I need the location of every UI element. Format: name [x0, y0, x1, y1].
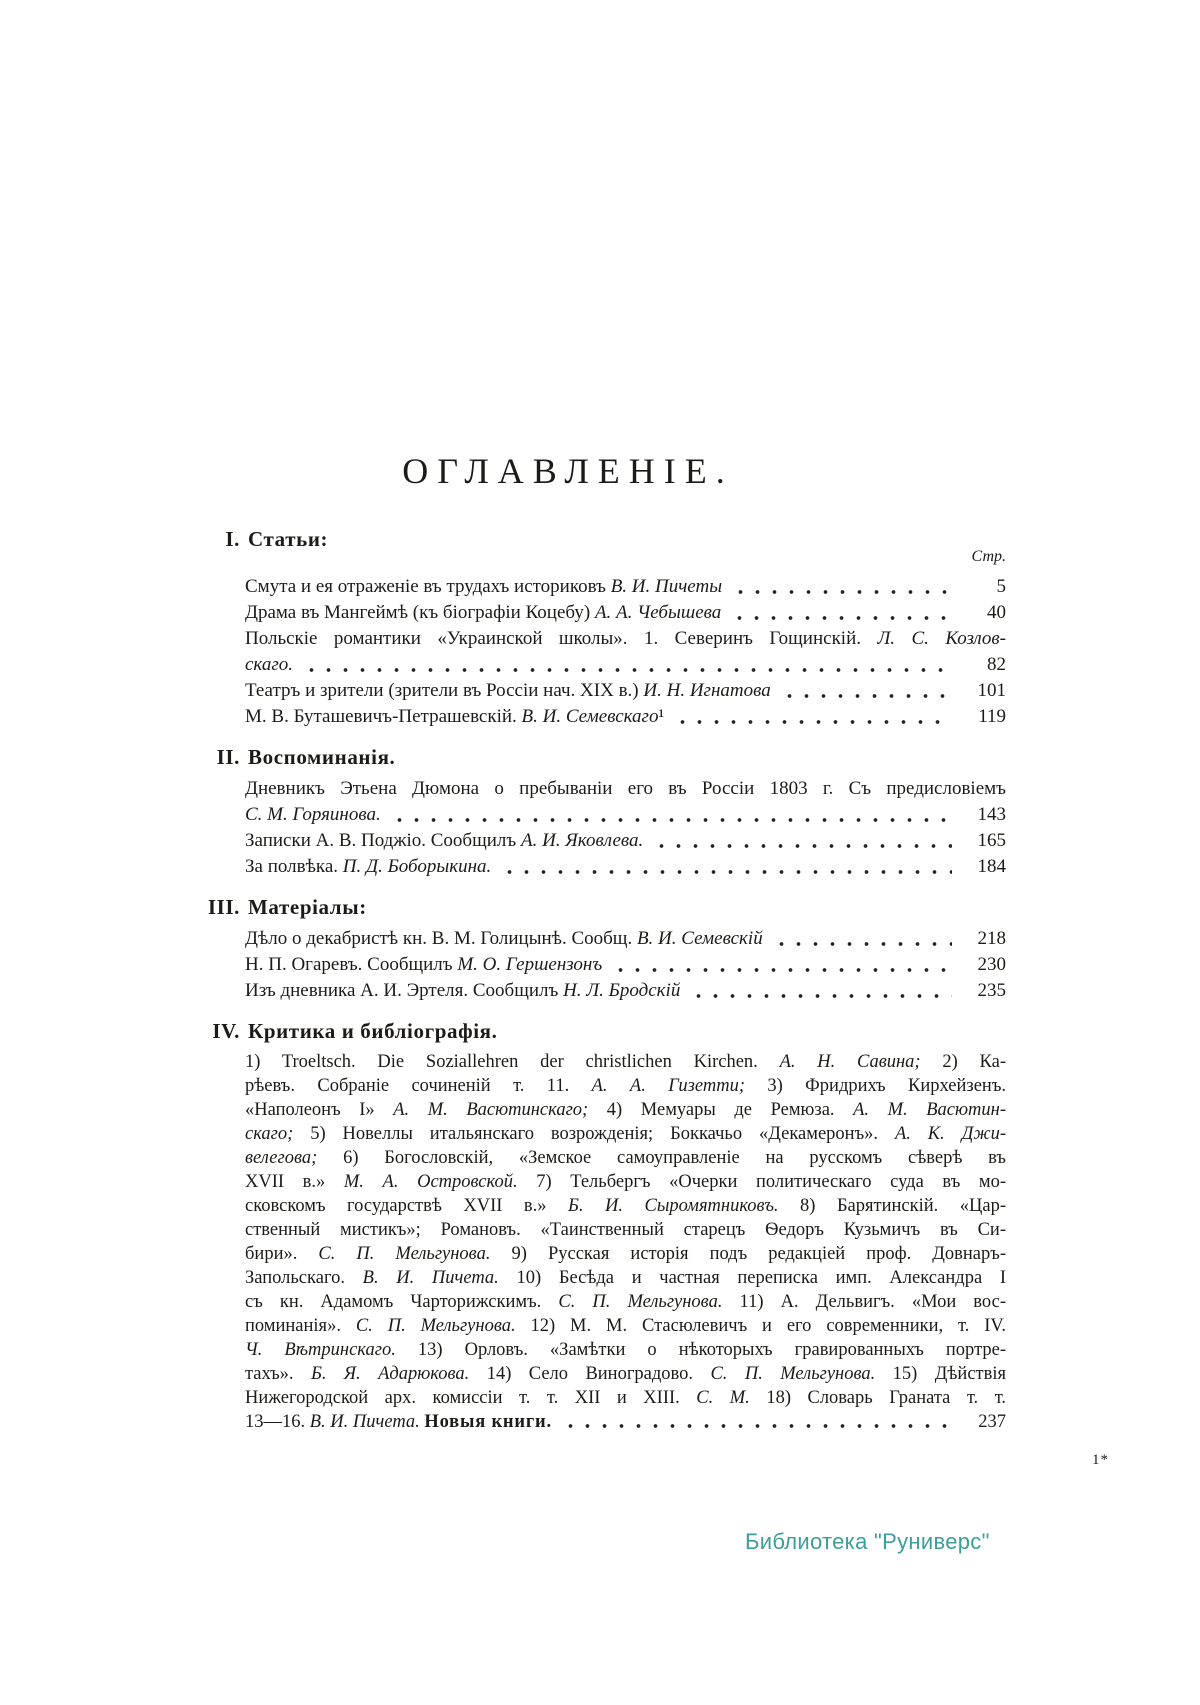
text-run: 12) М. М. Стасюлевичъ и его современники, т. IV. — [515, 1316, 1006, 1336]
text-run: велегова; — [245, 1148, 318, 1168]
toc-line — [245, 1122, 1006, 1146]
text-run: В. И. Пичета. — [309, 1412, 420, 1432]
text-run: М. О. Гершензонъ — [457, 954, 603, 975]
text-run: Записки А. В. Поджіо. Сообщилъ — [245, 830, 521, 851]
toc-page-number: 237 — [978, 1412, 1006, 1432]
toc-page-number: 165 — [977, 830, 1006, 851]
text-run: поминанія». — [245, 1316, 356, 1336]
text-run: Драма въ Мангеймѣ (къ біографіи Коцебу) — [245, 602, 595, 623]
toc-sections — [200, 526, 1006, 1434]
toc-page-number: 82 — [987, 654, 1006, 675]
toc-line — [245, 1170, 1006, 1194]
text-run: М. В. Буташевичъ-Петрашевскій. — [245, 706, 522, 727]
text-run: В. И. Семевскаго — [521, 706, 659, 727]
section-title: Воспоминанія. — [248, 745, 396, 769]
toc-line-text — [245, 926, 763, 952]
toc-line-text — [245, 952, 602, 978]
text-run: Дѣло о декабристѣ кн. В. М. Голицынѣ. Сообщ. — [245, 928, 637, 949]
toc-line — [245, 1362, 1006, 1386]
text-run: В. И. Пичета. — [362, 1268, 499, 1288]
toc-page-number: 143 — [977, 804, 1006, 825]
text-run: 8) Барятинскій. «Цар- — [778, 1196, 1006, 1216]
text-run: А. И. Яковлева. — [520, 830, 644, 851]
toc-line — [245, 1194, 1006, 1218]
toc-line-text — [245, 802, 381, 828]
section-heading — [200, 744, 1006, 770]
toc-line — [245, 574, 1006, 600]
text-run: С. М. Горяинова. — [245, 804, 381, 825]
toc-line — [245, 1338, 1006, 1362]
toc-line — [245, 926, 1006, 952]
section-title: Критика и библіографія. — [248, 1019, 498, 1043]
dot-leader — [773, 938, 952, 948]
toc-page-number: 230 — [977, 954, 1006, 975]
text-run: Н. Л. Бродскій — [563, 980, 681, 1001]
dot-leader — [690, 990, 952, 1000]
text-run: 14) Село Виноградово. — [469, 1364, 711, 1384]
text-run: рѣевъ. Собраніе сочиненій т. 11. — [245, 1076, 592, 1096]
toc-line — [245, 1098, 1006, 1122]
toc-line — [245, 1242, 1006, 1266]
text-run: 7) Тельбергъ «Очерки политическаго суда въ мо- — [517, 1172, 1006, 1192]
toc-line — [245, 704, 1006, 730]
section-number: I. — [225, 527, 240, 551]
text-run: Б. Я. Адарюкова. — [310, 1364, 470, 1384]
text-run: 10) Бесѣда и частная переписка имп. Александра I — [498, 1268, 1007, 1288]
toc-line — [245, 952, 1006, 978]
dot-leader — [674, 716, 952, 726]
text-run: бири». — [245, 1244, 319, 1264]
text-run: 18) Словарь Граната т. т. — [749, 1388, 1007, 1408]
toc-line — [245, 600, 1006, 626]
text-run: скаго. — [245, 654, 294, 675]
toc-line — [245, 776, 1006, 802]
text-run: В. И. Пичеты — [610, 576, 723, 597]
dot-leader — [391, 814, 952, 824]
text-run: 11) А. Дельвигъ. «Мои вос- — [722, 1292, 1006, 1312]
toc-line-text — [245, 574, 722, 600]
dot-leader — [303, 664, 952, 674]
text-run: С. П. Мельгунова. — [318, 1244, 491, 1264]
text-run: 13—16. — [245, 1412, 310, 1432]
text-run: 2) Ка- — [920, 1052, 1006, 1072]
section-lines — [245, 926, 1006, 1004]
section-number: II. — [216, 745, 240, 769]
section-number: IV. — [212, 1019, 240, 1043]
toc-line-text — [245, 854, 491, 880]
toc-line-text — [245, 678, 771, 704]
text-run: Б. И. Сыромятниковъ. — [568, 1196, 779, 1216]
section-lines — [245, 776, 1006, 880]
text-run: В. И. Семевскій — [636, 928, 763, 949]
text-run: 13) Орловъ. «Замѣтки о нѣкоторыхъ гравированныхъ портре- — [395, 1340, 1006, 1360]
toc-page-number: 40 — [987, 602, 1006, 623]
page-title: ОГЛАВЛЕНІЕ. — [402, 451, 734, 491]
toc-line — [245, 1386, 1006, 1410]
text-run: скаго; — [245, 1124, 294, 1144]
text-run: С. М. — [696, 1388, 750, 1408]
signature-mark: 1* — [1092, 1452, 1109, 1468]
text-run: Нижегородской арх. комиссіи т. т. XII и XIII. — [245, 1388, 697, 1408]
toc-line — [245, 828, 1006, 854]
text-run: 15) Дѣйствія — [875, 1364, 1007, 1384]
toc-line-text — [245, 828, 643, 854]
dot-leader — [732, 586, 952, 596]
toc-line — [245, 1266, 1006, 1290]
text-run: 9) Русская исторія подъ редакціей проф. Довнаръ- — [490, 1244, 1006, 1264]
text-run: За полвѣка. — [245, 856, 343, 877]
text-run: А. М. Васютин- — [853, 1100, 1006, 1120]
toc-line — [245, 1074, 1006, 1098]
text-run: А. А. Чебышева — [594, 602, 722, 623]
text-run: С. П. Мельгунова. — [710, 1364, 876, 1384]
dot-leader — [501, 866, 952, 876]
text-run: ¹ — [658, 706, 665, 727]
section-title: Матеріалы: — [248, 895, 367, 919]
toc-line — [245, 1290, 1006, 1314]
text-run: «Наполеонъ I» — [245, 1100, 394, 1120]
dot-leader — [781, 690, 952, 700]
toc-line — [245, 678, 1006, 704]
text-run: сковскомъ государствѣ XVII в.» — [245, 1196, 568, 1216]
section-title: Статьи: — [248, 527, 329, 551]
text-run: Изъ дневника А. И. Эртеля. Сообщилъ — [245, 980, 564, 1001]
toc-line — [245, 802, 1006, 828]
toc-page-number: 119 — [978, 706, 1006, 727]
text-run: Н. П. Огаревъ. Сообщилъ — [245, 954, 458, 975]
toc-content — [200, 440, 1006, 1434]
toc-line — [245, 1050, 1006, 1074]
toc-line-text — [245, 1410, 552, 1434]
text-run: тахъ». — [245, 1364, 311, 1384]
text-run: Смута и ея отраженіе въ трудахъ историковъ — [245, 576, 611, 597]
text-run: Ч. Вѣтринскаго. — [245, 1340, 396, 1360]
toc-page-number: 184 — [977, 856, 1006, 877]
text-run: Л. С. Козлов- — [877, 628, 1006, 649]
text-run: П. Д. Боборыкина. — [342, 856, 492, 877]
toc-line-text — [245, 600, 721, 626]
text-run: Театръ и зрители (зрители въ Россіи нач. XIX в.) — [245, 680, 644, 701]
toc-line — [245, 1146, 1006, 1170]
column-header-str: Стр. — [971, 548, 1006, 565]
toc-line — [245, 978, 1006, 1004]
dot-leader — [562, 1420, 952, 1430]
toc-line-text — [245, 978, 680, 1004]
section-heading — [200, 1018, 1006, 1044]
toc-line-text — [245, 704, 664, 730]
toc-page-number: 101 — [977, 680, 1006, 701]
section-number: III. — [207, 895, 240, 919]
toc-page-number: 235 — [977, 980, 1006, 1001]
text-run: Польскіе романтики «Украинской школы». 1. Северинъ Гощинскій. — [245, 628, 878, 649]
toc-line-text — [245, 652, 293, 678]
text-run: С. П. Мельгунова. — [355, 1316, 516, 1336]
dot-leader — [612, 964, 952, 974]
section-lines — [245, 1050, 1006, 1434]
toc-line — [245, 652, 1006, 678]
text-run: А. К. Джи- — [894, 1124, 1006, 1144]
toc-line — [245, 854, 1006, 880]
text-run: Запольскаго. — [245, 1268, 363, 1288]
text-run: Дневникъ Этьена Дюмона о пребываніи его въ Россіи 1803 г. Съ предисловіемъ — [245, 778, 1006, 799]
text-run: Новыя книги. — [424, 1412, 552, 1432]
toc-line — [245, 626, 1006, 652]
text-run: 6) Богословскій, «Земское самоуправленіе на русскомъ сѣверѣ въ — [317, 1148, 1006, 1168]
section-heading — [200, 894, 1006, 920]
text-run: 3) Фридрихъ Кирхейзенъ. — [745, 1076, 1007, 1096]
toc-line — [245, 1314, 1006, 1338]
library-watermark: Библиотека "Руниверс" — [745, 1529, 990, 1554]
section-lines — [245, 574, 1006, 730]
text-run: 4) Мемуары де Ремюза. — [588, 1100, 854, 1120]
text-run: А. А. Гизетти; — [591, 1076, 745, 1096]
text-run: А. Н. Савина; — [779, 1052, 921, 1072]
text-run: XVII в.» — [245, 1172, 344, 1192]
toc-line — [245, 1218, 1006, 1242]
text-run: 5) Новеллы итальянскаго возрожденія; Боккачьо «Декамеронъ». — [293, 1124, 895, 1144]
dot-leader — [731, 612, 952, 622]
text-run: С. П. Мельгунова. — [558, 1292, 723, 1312]
toc-page-number: 5 — [996, 576, 1006, 597]
toc-page-number: 218 — [977, 928, 1006, 949]
text-run: М. А. Островской. — [343, 1172, 518, 1192]
text-run: ственный мистикъ»; Романовъ. «Таинственный старецъ Ѳедоръ Кузьмичъ въ Си- — [245, 1220, 1006, 1240]
text-run: И. Н. Игнатова — [643, 680, 771, 701]
dot-leader — [653, 840, 952, 850]
text-run: съ кн. Адамомъ Чарторижскимъ. — [245, 1292, 559, 1312]
toc-line — [245, 1410, 1006, 1434]
text-run: 1) Troeltsch. Die Soziallehren der christlichen Kirchen. — [245, 1052, 780, 1072]
text-run: А. М. Васютинскаго; — [393, 1100, 589, 1120]
